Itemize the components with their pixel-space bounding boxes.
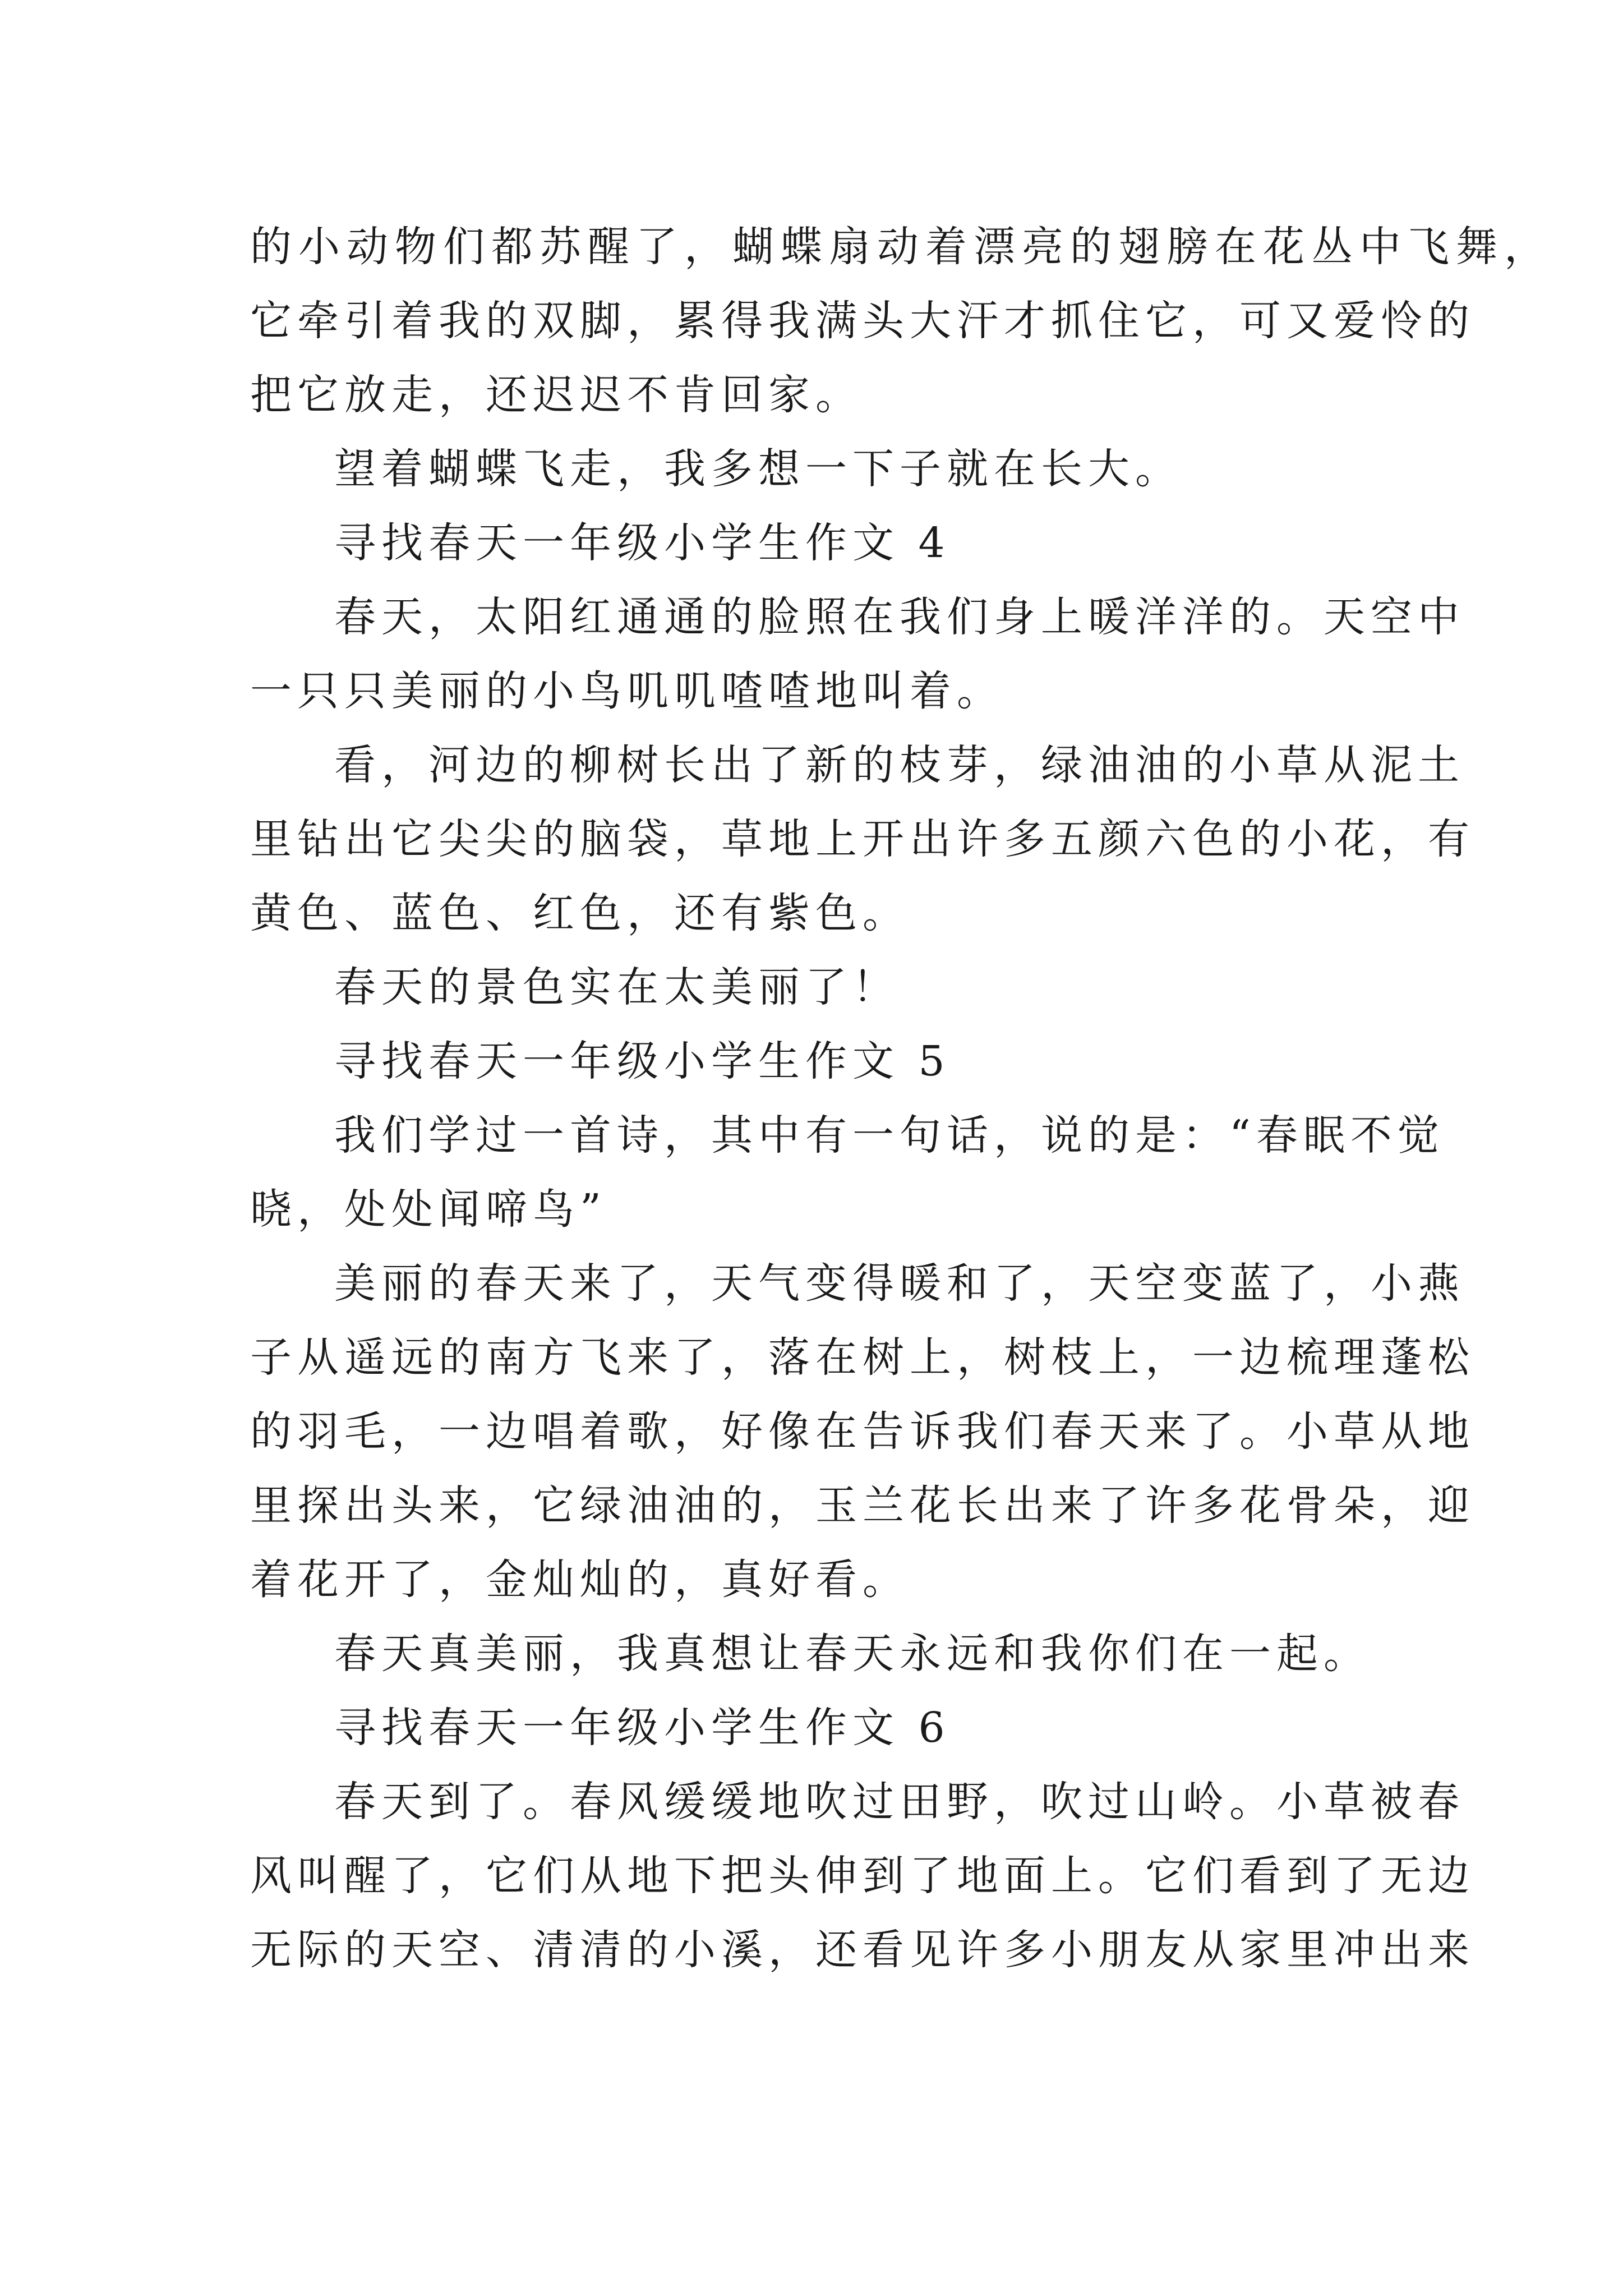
paragraph-continuation-line: 一只只美丽的小鸟叽叽喳喳地叫着。: [250, 667, 1004, 715]
essay-heading-4: 寻找春天一年级小学生作文 4: [334, 519, 951, 567]
paragraph-continuation-line: 子从遥远的南方飞来了，落在树上，树枝上，一边梳理蓬松: [250, 1333, 1475, 1382]
paragraph-continuation-line: 着花开了，金灿灿的，真好看。: [250, 1556, 910, 1604]
paragraph-continuation-line: 的小动物们都苏醒了，蝴蝶扇动着漂亮的翅膀在花丛中飞舞，: [250, 223, 1552, 271]
paragraph-continuation-line: 把它放走，还迟迟不肯回家。: [250, 371, 863, 419]
paragraph-continuation-line: 风叫醒了，它们从地下把头伸到了地面上。它们看到了无边: [250, 1852, 1475, 1900]
paragraph-continuation-line: 里探出头来，它绿油油的，玉兰花长出来了许多花骨朵，迎: [250, 1481, 1475, 1530]
essay-heading-5: 寻找春天一年级小学生作文 5: [334, 1037, 951, 1085]
paragraph-line: 我们学过一首诗，其中有一句话，说的是：“春眠不觉: [334, 1111, 1445, 1159]
paragraph-line: 望着蝴蝶飞走，我多想一下子就在长大。: [334, 445, 1182, 493]
paragraph-continuation-line: 它牵引着我的双脚，累得我满头大汗才抓住它，可又爱怜的: [250, 297, 1475, 345]
paragraph-line: 春天的景色实在太美丽了！: [334, 963, 900, 1011]
paragraph-line: 美丽的春天来了，天气变得暖和了，天空变蓝了，小燕: [334, 1259, 1465, 1308]
paragraph-line: 春天到了。春风缓缓地吹过田野，吹过山岭。小草被春: [334, 1778, 1465, 1826]
paragraph-line: 春天，太阳红通通的脸照在我们身上暖洋洋的。天空中: [334, 593, 1465, 641]
paragraph-continuation-line: 里钻出它尖尖的脑袋，草地上开出许多五颜六色的小花，有: [250, 815, 1475, 863]
paragraph-continuation-line: 的羽毛，一边唱着歌，好像在告诉我们春天来了。小草从地: [250, 1407, 1475, 1456]
paragraph-line: 春天真美丽，我真想让春天永远和我你们在一起。: [334, 1630, 1371, 1678]
essay-heading-6: 寻找春天一年级小学生作文 6: [334, 1704, 951, 1752]
paragraph-continuation-line: 无际的天空、清清的小溪，还看见许多小朋友从家里冲出来: [250, 1926, 1475, 1974]
paragraph-continuation-line: 晓，处处闻啼鸟”: [250, 1185, 607, 1234]
paragraph-continuation-line: 黄色、蓝色、红色，还有紫色。: [250, 889, 910, 937]
paragraph-line: 看，河边的柳树长出了新的枝芽，绿油油的小草从泥土: [334, 741, 1465, 789]
